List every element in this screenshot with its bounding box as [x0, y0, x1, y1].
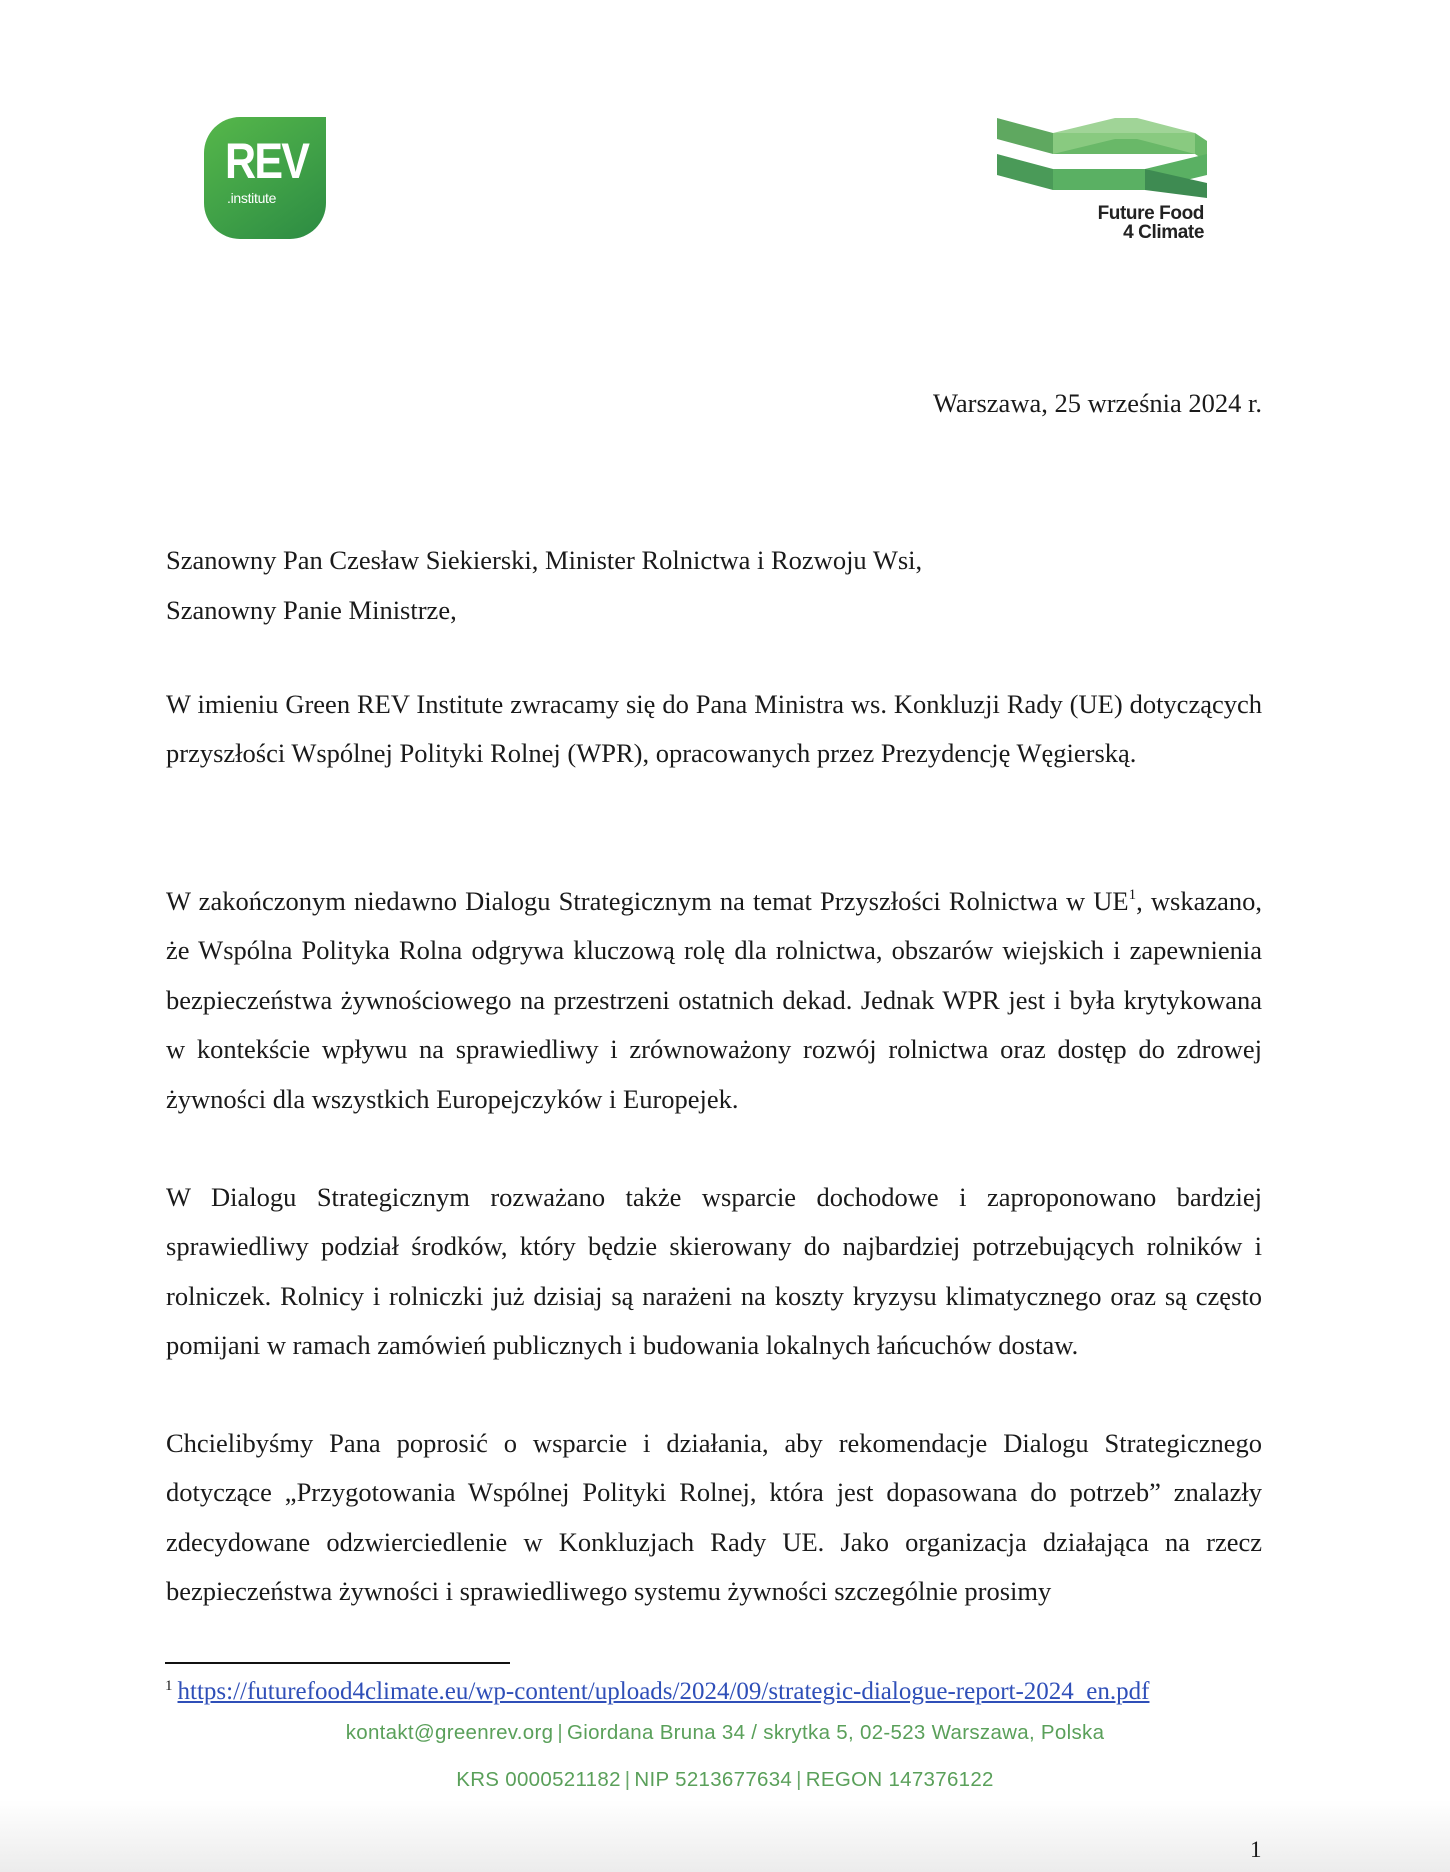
- letter-date: Warszawa, 25 września 2024 r.: [933, 388, 1262, 418]
- contact-krs: KRS 0000521182: [456, 1768, 621, 1791]
- contact-email[interactable]: kontakt@greenrev.org: [345, 1721, 554, 1744]
- footnote-link[interactable]: https://futurefood4climate.eu/wp-content/uploads/2024/09/strategic-dialogue-report-2024_en.pdf: [177, 1678, 1150, 1705]
- future-food-logo-line-2: 4 Climate: [1123, 222, 1204, 243]
- contact-regon: REGON 147376122: [805, 1768, 994, 1791]
- future-food-logo-text: [1098, 204, 1204, 242]
- contact-separator: |: [796, 1768, 802, 1791]
- rev-institute-logo: [204, 117, 326, 239]
- future-food-logo-line-1: Future Food: [1097, 203, 1204, 224]
- contact-separator: |: [624, 1768, 631, 1791]
- rev-logo-subtext: .institute: [227, 190, 277, 206]
- footnote-reference-1[interactable]: 1: [1128, 887, 1137, 903]
- paragraph-2-text-end: , wskazano, że Wspólna Polityka Rolna odgrywa kluczową rolę dla rolnictwa, obszarów wiejskich i zapewnienia bezpieczeństwa żywnościowego na przestrzeni ostatnich dekad. Jednak WPR jest i była krytykowana w kontekście wpływu na sprawiedliwy i zrównoważony rozwój rolnictwa oraz dostęp do zdrowej żywności dla wszystkich Europejczyków i Europejek.: [166, 886, 1262, 1114]
- paragraph-2: [166, 877, 1262, 1124]
- letter-greeting: [166, 535, 922, 635]
- footnote: [165, 1675, 1149, 1709]
- future-food-mark-icon: [995, 116, 1207, 198]
- letter-addressee: Szanowny Pan Czesław Siekierski, Minister Rolnictwa i Rozwoju Wsi,: [166, 545, 923, 575]
- contact-line-1: [0, 1720, 1450, 1746]
- contact-nip: NIP 5213677634: [634, 1768, 793, 1791]
- paragraph-3: W Dialogu Strategicznym rozważano także wsparcie dochodowe i zaproponowano bardziej sprawiedliwy podział środków, który będzie skierowany do najbardziej potrzebujących rolników i rolniczek. Rolnicy i rolniczki już dzisiaj są narażeni na koszty kryzysu klimatycznego oraz są często pomijani w ramach zamówień publicznych i budowania lokalnych łańcuchów dostaw.: [166, 1182, 1262, 1361]
- rev-logo-text: REV: [225, 133, 309, 189]
- contact-separator: |: [557, 1721, 563, 1744]
- contact-line-2: [0, 1767, 1450, 1793]
- paragraph-1: W imieniu Green REV Institute zwracamy się do Pana Ministra ws. Konkluzji Rady (UE) dotyczących przyszłości Wspólnej Polityki Rolnej (WPR), opracowanych przez Prezydencję Węgierską.: [166, 689, 1262, 769]
- page-bottom-shadow: [0, 1800, 1450, 1872]
- footnote-separator: [165, 1662, 510, 1664]
- page-number: 1: [1250, 1837, 1262, 1862]
- contact-address: Giordana Bruna 34 / skrytka 5, 02-523 Warszawa, Polska: [566, 1721, 1105, 1744]
- footnote-mark: 1: [165, 1678, 173, 1694]
- letter-salutation: Szanowny Panie Ministrze,: [166, 595, 457, 625]
- paragraph-4: Chcielibyśmy Pana poprosić o wsparcie i działania, aby rekomendacje Dialogu Strategicznego dotyczące „Przygotowania Wspólnej Polityki Rolnej, która jest dopasowana do potrzeb” znalazły zdecydowane odzwierciedlenie w Konkluzjach Rady UE. Jako organizacja działająca na rzecz bezpieczeństwa żywności i sprawiedliwego systemu żywności szczególnie prosimy: [166, 1428, 1262, 1607]
- paragraph-2-text-start: W zakończonym niedawno Dialogu Strategicznym na temat Przyszłości Rolnictwa w UE: [166, 886, 1129, 916]
- future-food-4-climate-logo: [995, 116, 1207, 244]
